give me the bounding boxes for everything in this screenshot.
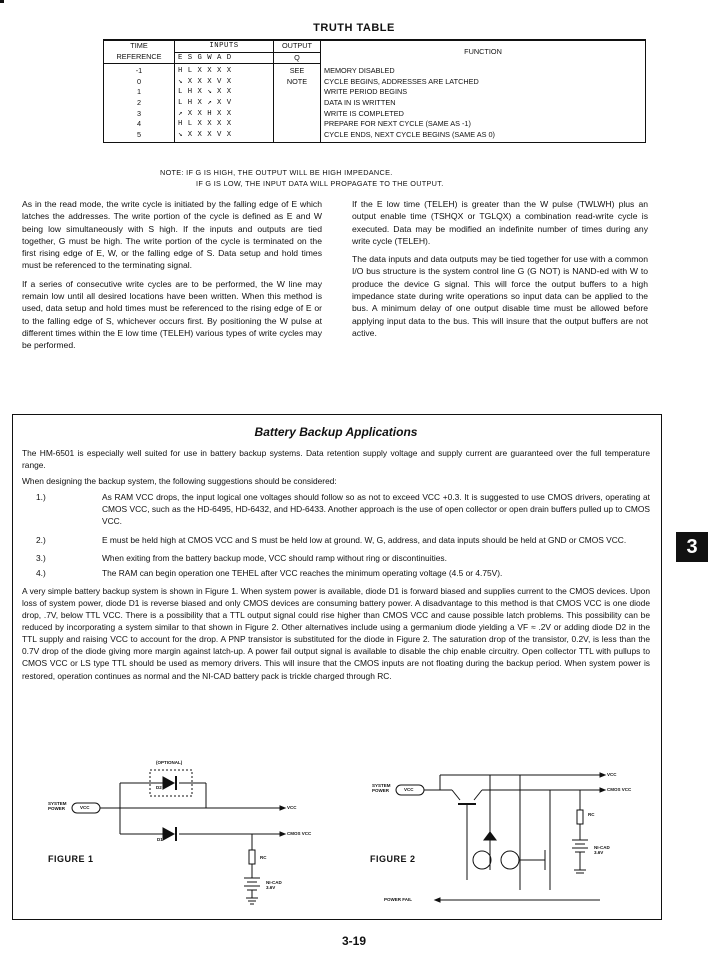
table-row: 0 ↘ X X X V X NOTE CYCLE BEGINS, ADDRESSES ARE LATCHED bbox=[104, 77, 645, 88]
table-row: 2 L H X ↗ X V DATA IN IS WRITTEN bbox=[104, 98, 645, 109]
paragraph: The HM-6501 is especially well suited for use in battery backup systems. Data retention supply voltage and supply current are guaranteed over the full temperature range. bbox=[22, 448, 650, 471]
paragraph: If the E low time (TELEH) is greater than the W pulse (TWLWH) plus an output enable time (TSHQX or TGLQX) a combination read-write cycle is executed. Data may be modified an indefinite number of times during any write cycle (TELEH). bbox=[352, 199, 648, 246]
system-power-label: SYSTEM POWER bbox=[372, 783, 391, 793]
list-item: 1.) As RAM VCC drops, the input logical one voltages should follow so as not to exceed VCC +0.3. It is suggested to use CMOS drivers, operating at CMOS VCC, such as the HD-6495, HD-6432, and HD-6433. Another approach is the use of open collector or open drain buffers pulled up to CMOS VCC. bbox=[36, 492, 650, 527]
rc-label: RC bbox=[588, 812, 595, 817]
rc-label: RC bbox=[260, 855, 267, 860]
table-row: 4 H L X X X X PREPARE FOR NEXT CYCLE (SAME AS -1) bbox=[104, 119, 645, 130]
paragraph: If a series of consecutive write cycles are to be performed, the W line may remain low until all desired locations have been written. When this method is used, data setup and hold times must be referenced to the rising edge of E or to the falling edge of S, whichever occurs first. By positioning the W pulse at different times within the E low time (TELEH) various types of write cycles may be performed. bbox=[22, 278, 322, 351]
paragraph: As in the read mode, the write cycle is initiated by the falling edge of E which latches the addresses. The write portion of the cycle is defined as E and W being low simultaneously with S high. If the inputs and outputs are tied together, G must be high. The write portion of the cycle is terminated on the first rising edge of E, W, or the falling edge of S. Data setup and hold times must be referenced to the terminating signal. bbox=[22, 199, 322, 271]
hdr-inputs-sub: E S G W A D bbox=[175, 52, 274, 64]
battery-label: NI-CAD 3.6V bbox=[266, 880, 282, 890]
battery-label: NI-CAD 3.6V bbox=[594, 845, 610, 855]
vcc-box-label: VCC bbox=[404, 787, 414, 792]
paragraph: A very simple battery backup system is shown in Figure 1. When system power is available, diode D1 is forward biased and supplies current to the CMOS devices. Upon loss of system power, diode D1 is reverse biased and only CMOS devices are consuming battery power. A disadvantage to this method is that CMOS VCC is one diode drop, .7V, below TTL VCC. There is a possibility that a TTL output signal could rise higher than CMOS VCC and cause possible latch problems. This possibility can be reduced by incorporating a system similar to that shown in Figure 2. Other alternatives include using a germanium diode yielding a VF ≈ .2V or adding diode D2 in the TTL supply and raising VCC to account for the drop. A PNP transistor is substituted for the diode in Figure 2. The saturation drop of the transistor, 0.2V, is less than the 0.7V drop of the diode giving more margin against latch-up. A power fail output signal is available to disable the chip enable circuitry. Open collector TTL with pullups to CMOS VCC or LS type TTL should be used as memory drivers. This will insure that the CMOS inputs are not floating during the backup period. When system power is restored, operation continues as normal and the NI-CAD battery pack is trickle charged through RC. bbox=[22, 585, 650, 681]
section-title: Battery Backup Applications bbox=[254, 425, 418, 439]
figure-2-label: FIGURE 2 bbox=[370, 854, 416, 864]
d1-label: D1 bbox=[157, 837, 163, 842]
table-row: 5 ↘ X X X V X CYCLE ENDS, NEXT CYCLE BEGINS (SAME AS 0) bbox=[104, 130, 645, 143]
table-row: 1 L H X ↘ X X WRITE PERIOD BEGINS bbox=[104, 87, 645, 98]
diode-d2-icon bbox=[163, 777, 174, 789]
hdr-reference: REFERENCE bbox=[104, 52, 175, 64]
zener-diode-icon bbox=[484, 832, 496, 840]
table-row: 3 ↗ X X H X X WRITE IS COMPLETED bbox=[104, 109, 645, 120]
vcc-label: VCC bbox=[607, 772, 617, 777]
cmos-vcc-label: CMOS VCC bbox=[287, 831, 312, 836]
paragraph: The data inputs and data outputs may be tied together for use with a common I/O bus structure is the system control line G (G NOT) is NAND-ed with W to produce the device G signal. This will force the output buffers to a high impedance state during write operations so input data can be applied to the bus. A minimum delay of one output disable time must be allowed before applying input data to the bus. This will insure that the output buffers are not active. bbox=[352, 254, 648, 338]
vcc-label: VCC bbox=[287, 805, 297, 810]
cmos-vcc-label: CMOS VCC bbox=[607, 787, 632, 792]
hdr-time: TIME bbox=[104, 41, 175, 53]
hdr-output-sub: Q bbox=[274, 52, 321, 64]
diode-d1-icon bbox=[163, 828, 174, 840]
vcc-box-label: VCC bbox=[80, 805, 90, 810]
table-row: -1 H L X X X X SEE MEMORY DISABLED bbox=[104, 64, 645, 77]
hdr-function: FUNCTION bbox=[321, 41, 646, 64]
figure-1-label: FIGURE 1 bbox=[48, 854, 94, 864]
hdr-output: OUTPUT bbox=[274, 41, 321, 53]
list-item: 3.) When exiting from the battery backup mode, VCC should ramp without ring or discontinuities. bbox=[36, 552, 447, 563]
d2-label: D2 bbox=[156, 785, 162, 790]
optional-label: (OPTIONAL) bbox=[156, 760, 183, 765]
table-note: NOTE: IF G IS HIGH, THE OUTPUT WILL BE HIGH IMPEDANCE. IF G IS LOW, THE INPUT DATA WILL PROPAGATE TO THE OUTPUT. bbox=[160, 168, 444, 188]
paragraph: When designing the backup system, the following suggestions should be considered: bbox=[22, 476, 337, 487]
list-item: 4.) The RAM can begin operation one TEHEL after VCC reaches the minimum operating voltage (4.5 or 4.75V). bbox=[36, 567, 503, 578]
page-number: 3-19 bbox=[341, 934, 367, 948]
system-power-label: SYSTEM POWER bbox=[48, 801, 67, 811]
power-fail-label: POWER FAIL bbox=[384, 897, 412, 902]
hdr-inputs: INPUTS bbox=[175, 41, 274, 53]
truth-table-title: TRUTH TABLE bbox=[313, 22, 395, 34]
section-tab: 3 bbox=[676, 532, 708, 562]
list-item: 2.) E must be held high at CMOS VCC and S must be held low at ground. W, G, address, and data inputs should be held at GND or CMOS VCC. bbox=[36, 534, 627, 545]
